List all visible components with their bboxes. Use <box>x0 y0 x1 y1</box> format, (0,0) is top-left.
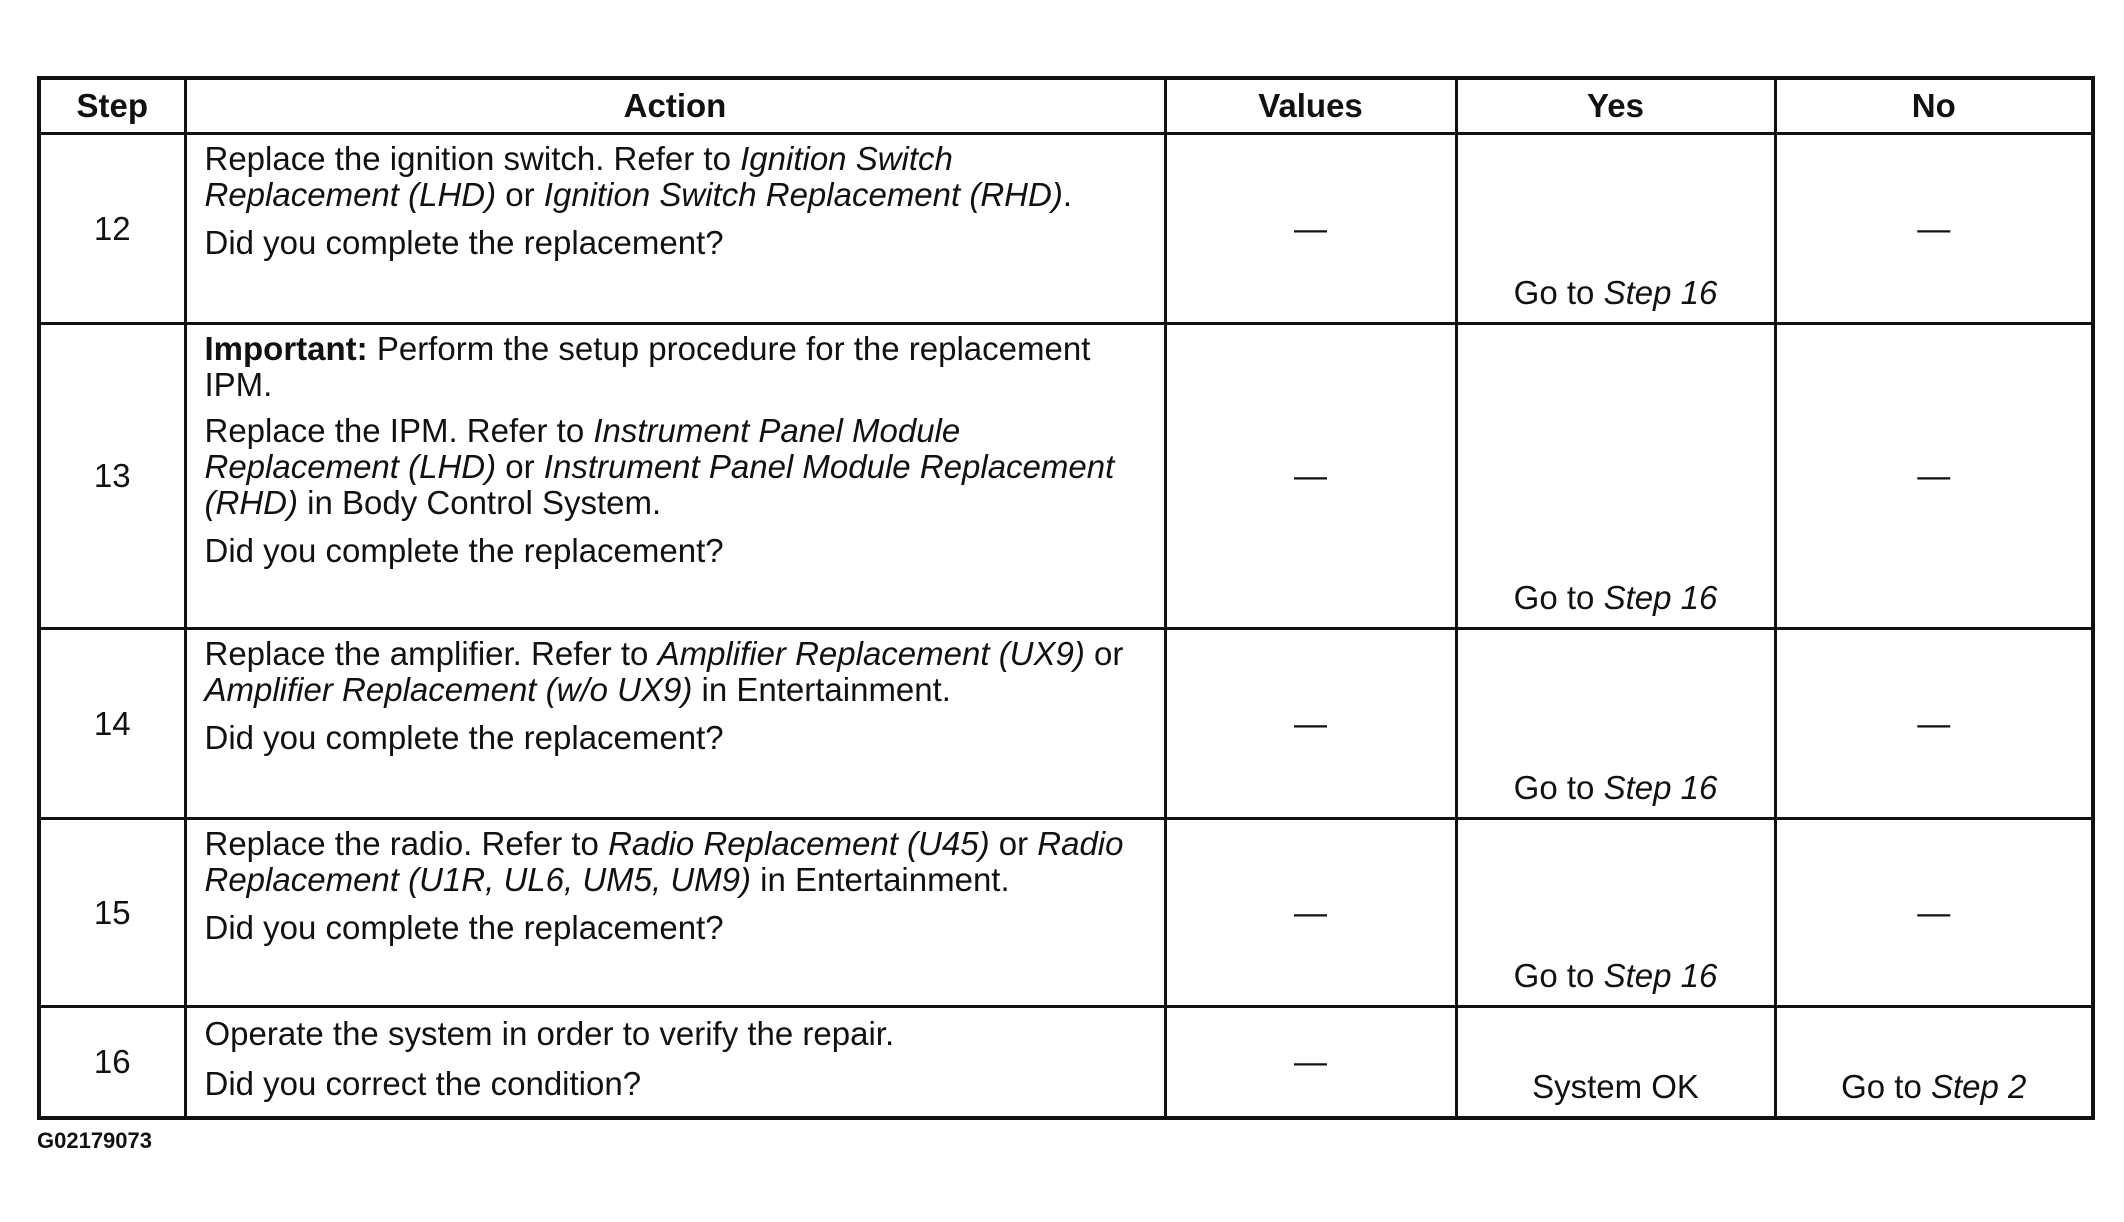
header-no: No <box>1775 78 2093 134</box>
action-text-segment: Replace the IPM. Refer to <box>204 412 594 449</box>
no-cell: — <box>1775 629 2093 819</box>
action-text-segment: . <box>1062 176 1072 213</box>
action-text: Operate the system in order to verify the repair. <box>204 1015 895 1052</box>
table-row-step-16 <box>39 1007 2093 1119</box>
step-link[interactable]: Step 16 <box>1603 957 1718 994</box>
step-number: 14 <box>39 629 185 819</box>
diagnostic-table-container <box>37 76 2091 1120</box>
no-prefix: Go to <box>1841 1068 1931 1105</box>
reference-link[interactable]: Amplifier Replacement (w/o UX9) <box>204 671 693 708</box>
no-cell <box>1775 1007 2093 1119</box>
no-cell: — <box>1775 134 2093 324</box>
action-text <box>205 636 1154 708</box>
header-action: Action <box>185 78 1165 134</box>
step-number: 16 <box>39 1007 185 1119</box>
header-step: Step <box>39 78 185 134</box>
action-text-segment: or <box>1084 635 1124 672</box>
values-cell: — <box>1165 324 1456 629</box>
yes-prefix: Go to <box>1513 957 1604 994</box>
action-cell <box>185 819 1165 1007</box>
step-link[interactable]: Step 16 <box>1603 579 1718 616</box>
no-cell: — <box>1775 324 2093 629</box>
action-text-segment: in Entertainment. <box>692 671 951 708</box>
question-text: Did you complete the replacement? <box>204 224 724 261</box>
important-text: Perform the setup procedure for the replacement IPM. <box>204 330 1091 403</box>
action-text-segment: or <box>496 448 544 485</box>
step-link[interactable]: Step 2 <box>1930 1068 2027 1105</box>
action-cell <box>185 629 1165 819</box>
table-row-step-12 <box>39 134 2093 324</box>
yes-cell <box>1456 819 1775 1007</box>
action-text <box>205 141 1154 213</box>
action-cell <box>185 324 1165 629</box>
table-row-step-15 <box>39 819 2093 1007</box>
values-cell: — <box>1165 134 1456 324</box>
question-text: Did you correct the condition? <box>204 1065 642 1102</box>
important-label: Important: <box>204 330 368 367</box>
yes-prefix: Go to <box>1513 579 1604 616</box>
values-cell: — <box>1165 819 1456 1007</box>
action-cell <box>185 1007 1165 1119</box>
reference-link[interactable]: Ignition Switch Replacement (RHD) <box>543 176 1063 213</box>
reference-link[interactable]: Instrument Panel Module Replacement (LHD) <box>204 412 961 485</box>
yes-prefix: Go to <box>1513 274 1604 311</box>
action-text-segment: Replace the amplifier. Refer to <box>204 635 658 672</box>
diagnostic-table <box>37 76 2095 1120</box>
yes-prefix: Go to <box>1513 769 1604 806</box>
reference-link[interactable]: Instrument Panel Module Replacement (RHD) <box>204 448 1115 521</box>
yes-cell: System OK <box>1456 1007 1775 1119</box>
step-number: 15 <box>39 819 185 1007</box>
action-text <box>205 413 1154 521</box>
question-text: Did you complete the replacement? <box>204 909 724 946</box>
action-cell <box>185 134 1165 324</box>
table-row-step-13 <box>39 324 2093 629</box>
yes-cell <box>1456 324 1775 629</box>
important-note <box>205 331 1154 403</box>
yes-cell <box>1456 629 1775 819</box>
action-text-segment: in Body Control System. <box>297 484 662 521</box>
reference-link[interactable]: Amplifier Replacement (UX9) <box>657 635 1085 672</box>
step-number: 12 <box>39 134 185 324</box>
action-text-segment: or <box>496 176 544 213</box>
reference-link[interactable]: Radio Replacement (U1R, UL6, UM5, UM9) <box>204 825 1124 898</box>
values-cell: — <box>1165 629 1456 819</box>
question-text: Did you complete the replacement? <box>204 532 724 569</box>
header-yes: Yes <box>1456 78 1775 134</box>
step-number: 13 <box>39 324 185 629</box>
step-link[interactable]: Step 16 <box>1603 274 1718 311</box>
step-link[interactable]: Step 16 <box>1603 769 1718 806</box>
table-header-row <box>39 78 2093 134</box>
header-values: Values <box>1165 78 1456 134</box>
reference-link[interactable]: Radio Replacement (U45) <box>608 825 990 862</box>
action-text-segment: or <box>989 825 1038 862</box>
values-cell: — <box>1165 1007 1456 1119</box>
question-text: Did you complete the replacement? <box>204 719 724 756</box>
no-cell: — <box>1775 819 2093 1007</box>
action-text-segment: in Entertainment. <box>751 861 1010 898</box>
table-row-step-14 <box>39 629 2093 819</box>
action-text-segment: Replace the ignition switch. Refer to <box>204 140 741 177</box>
reference-link[interactable]: Ignition Switch Replacement (LHD) <box>204 140 953 213</box>
action-text-segment: Replace the radio. Refer to <box>204 825 609 862</box>
action-text <box>205 826 1154 898</box>
figure-id: G02179073 <box>37 1128 152 1153</box>
yes-cell <box>1456 134 1775 324</box>
